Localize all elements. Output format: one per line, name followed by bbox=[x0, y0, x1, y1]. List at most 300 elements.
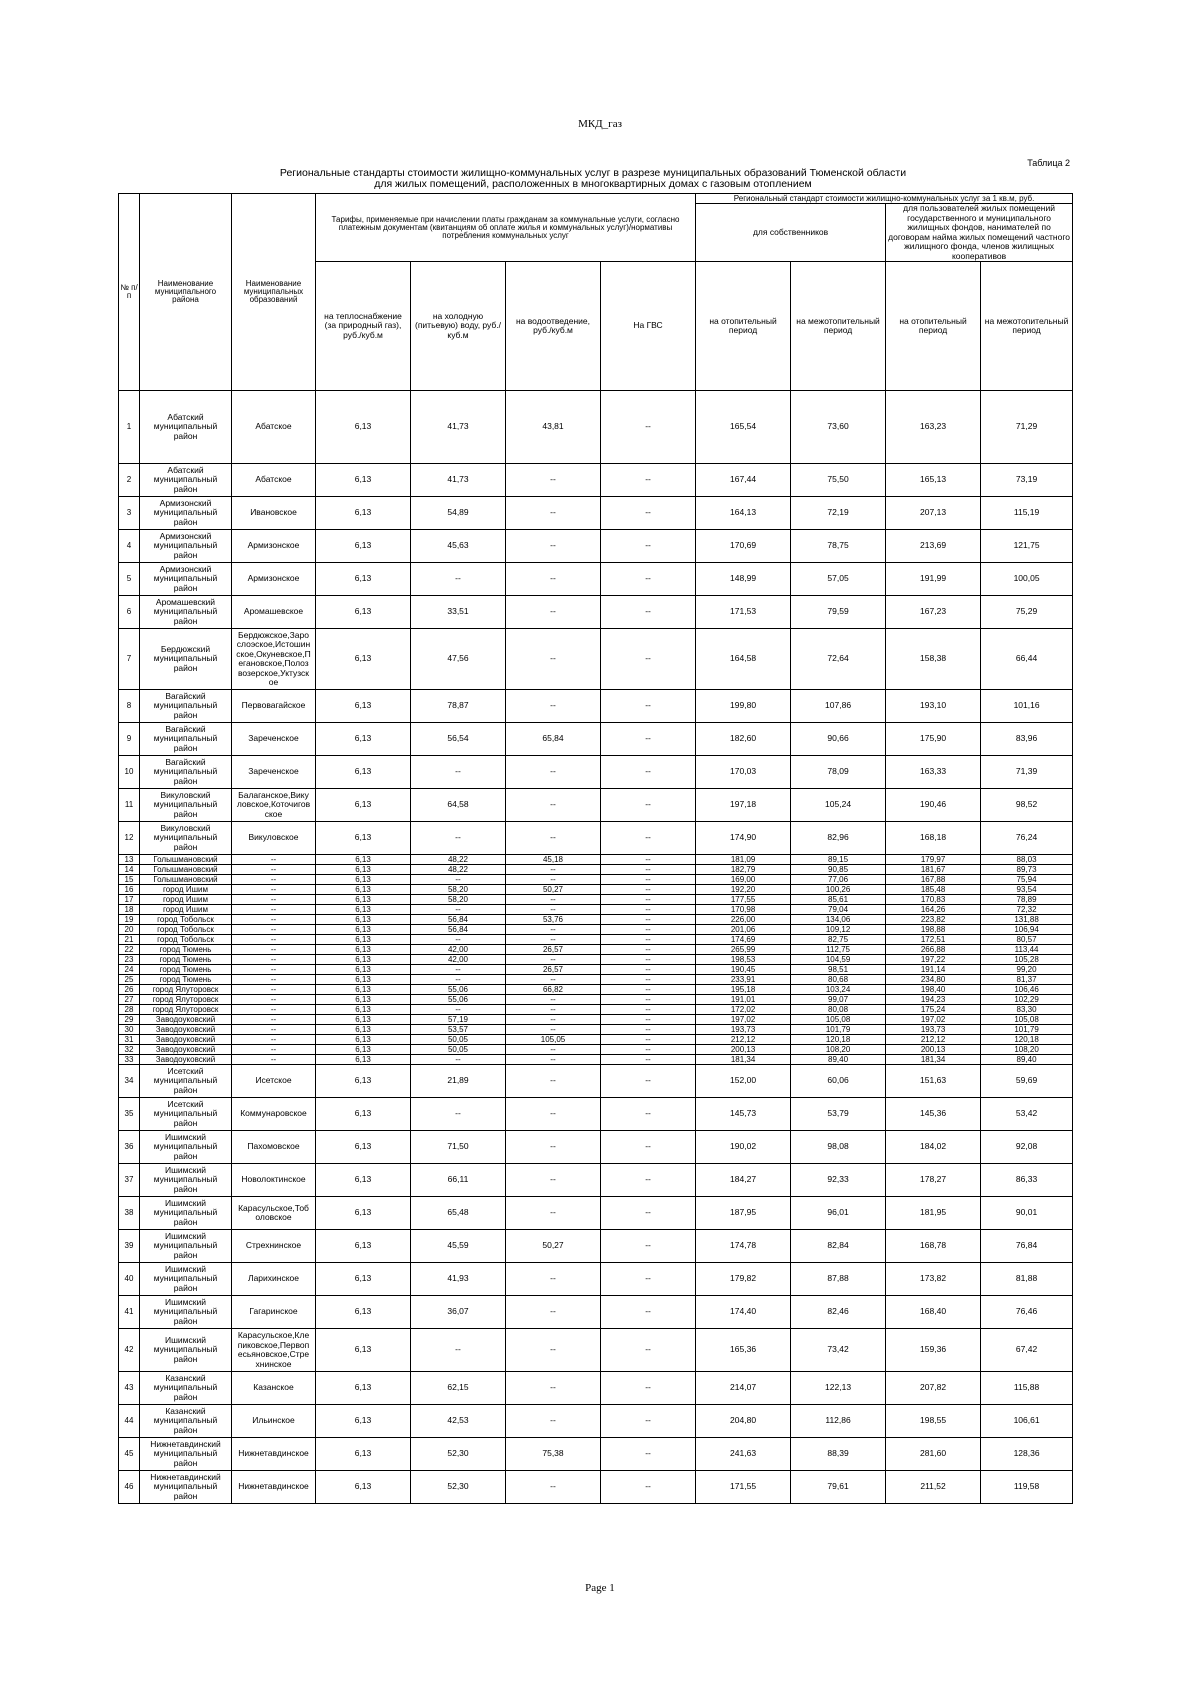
table-cell: 78,89 bbox=[981, 895, 1073, 905]
page-footer: Page 1 bbox=[585, 1582, 615, 1594]
table-row bbox=[119, 530, 1073, 563]
table-row bbox=[119, 1045, 1073, 1055]
table-cell: город Ишим bbox=[140, 895, 232, 905]
table-cell: -- bbox=[601, 855, 696, 865]
table-cell: -- bbox=[601, 1471, 696, 1504]
table-cell: 6,13 bbox=[316, 497, 411, 530]
table-cell: -- bbox=[506, 1329, 601, 1372]
table-cell: 100,05 bbox=[981, 563, 1073, 596]
table-cell: Ишимский муниципальный район bbox=[140, 1197, 232, 1230]
table-cell: 20 bbox=[119, 925, 140, 935]
table-cell: -- bbox=[506, 1296, 601, 1329]
table-cell: 6,13 bbox=[316, 1045, 411, 1055]
table-cell: 193,73 bbox=[696, 1025, 791, 1035]
table-row bbox=[119, 1055, 1073, 1065]
table-cell: 134,06 bbox=[791, 915, 886, 925]
table-cell: 6,13 bbox=[316, 1055, 411, 1065]
table-cell: 78,75 bbox=[791, 530, 886, 563]
table-cell: 53,42 bbox=[981, 1098, 1073, 1131]
table-cell: 174,78 bbox=[696, 1230, 791, 1263]
table-cell: 71,29 bbox=[981, 391, 1073, 464]
table-cell: 152,00 bbox=[696, 1065, 791, 1098]
table-cell: -- bbox=[411, 1005, 506, 1015]
table-cell: 6,13 bbox=[316, 822, 411, 855]
table-cell: -- bbox=[232, 965, 316, 975]
table-cell: 6,13 bbox=[316, 563, 411, 596]
table-cell: 45,18 bbox=[506, 855, 601, 865]
table-cell: 48,22 bbox=[411, 855, 506, 865]
table-cell: 168,18 bbox=[886, 822, 981, 855]
table-cell: 171,55 bbox=[696, 1471, 791, 1504]
table-cell: -- bbox=[411, 935, 506, 945]
table-cell: -- bbox=[411, 1098, 506, 1131]
table-cell: -- bbox=[601, 875, 696, 885]
table-cell: Первовагайское bbox=[232, 690, 316, 723]
table-cell: 75,50 bbox=[791, 464, 886, 497]
table-cell: 6,13 bbox=[316, 1263, 411, 1296]
table-cell: 53,57 bbox=[411, 1025, 506, 1035]
table-cell: 233,91 bbox=[696, 975, 791, 985]
table-cell: 82,84 bbox=[791, 1230, 886, 1263]
table-cell: 55,06 bbox=[411, 985, 506, 995]
table-cell: 17 bbox=[119, 895, 140, 905]
table-cell: -- bbox=[601, 955, 696, 965]
table-cell: 59,69 bbox=[981, 1065, 1073, 1098]
table-cell: -- bbox=[232, 935, 316, 945]
table-cell: 175,90 bbox=[886, 723, 981, 756]
table-cell: 3 bbox=[119, 497, 140, 530]
table-cell: 96,01 bbox=[791, 1197, 886, 1230]
table-cell: 197,22 bbox=[886, 955, 981, 965]
table-cell: -- bbox=[506, 955, 601, 965]
table-cell: 60,06 bbox=[791, 1065, 886, 1098]
table-cell: -- bbox=[506, 935, 601, 945]
table-cell: -- bbox=[232, 855, 316, 865]
table-cell: -- bbox=[506, 975, 601, 985]
table-row bbox=[119, 985, 1073, 995]
table-cell: -- bbox=[601, 1405, 696, 1438]
table-cell: город Тюмень bbox=[140, 955, 232, 965]
table-cell: 71,50 bbox=[411, 1131, 506, 1164]
table-row bbox=[119, 497, 1073, 530]
table-number: Таблица 2 bbox=[1027, 158, 1070, 168]
table-cell: 6,13 bbox=[316, 945, 411, 955]
table-cell: 38 bbox=[119, 1197, 140, 1230]
table-cell: -- bbox=[601, 756, 696, 789]
table-cell: 56,54 bbox=[411, 723, 506, 756]
table-cell: -- bbox=[601, 1296, 696, 1329]
table-cell: -- bbox=[601, 789, 696, 822]
table-cell: 211,52 bbox=[886, 1471, 981, 1504]
table-cell: 14 bbox=[119, 865, 140, 875]
table-cell: -- bbox=[506, 1471, 601, 1504]
table-cell: 58,20 bbox=[411, 885, 506, 895]
table-cell: -- bbox=[601, 1372, 696, 1405]
table-cell: Стрехнинское bbox=[232, 1230, 316, 1263]
table-cell: 41,93 bbox=[411, 1263, 506, 1296]
table-cell: -- bbox=[601, 723, 696, 756]
table-cell: -- bbox=[506, 1015, 601, 1025]
table-cell: -- bbox=[232, 955, 316, 965]
table-cell: 45,59 bbox=[411, 1230, 506, 1263]
table-cell: 75,38 bbox=[506, 1438, 601, 1471]
table-cell: -- bbox=[506, 1263, 601, 1296]
table-cell: 25 bbox=[119, 975, 140, 985]
table-cell: 120,18 bbox=[791, 1035, 886, 1045]
table-cell: Армизонское bbox=[232, 530, 316, 563]
table-cell: город Тобольск bbox=[140, 925, 232, 935]
table-cell: 39 bbox=[119, 1230, 140, 1263]
table-cell: 6,13 bbox=[316, 1035, 411, 1045]
table-cell: -- bbox=[601, 865, 696, 875]
table-cell: 175,24 bbox=[886, 1005, 981, 1015]
table-row bbox=[119, 723, 1073, 756]
table-cell: 197,02 bbox=[696, 1015, 791, 1025]
table-cell: 184,27 bbox=[696, 1164, 791, 1197]
table-cell: 105,28 bbox=[981, 955, 1073, 965]
table-cell: 64,58 bbox=[411, 789, 506, 822]
table-cell: 6,13 bbox=[316, 1065, 411, 1098]
table-cell: Ишимский муниципальный район bbox=[140, 1263, 232, 1296]
table-cell: -- bbox=[601, 885, 696, 895]
table-row bbox=[119, 905, 1073, 915]
table-cell: 193,73 bbox=[886, 1025, 981, 1035]
table-cell: 6,13 bbox=[316, 789, 411, 822]
table-cell: 101,79 bbox=[981, 1025, 1073, 1035]
table-row bbox=[119, 464, 1073, 497]
table-cell: -- bbox=[506, 789, 601, 822]
table-cell: -- bbox=[601, 530, 696, 563]
table-cell: 86,33 bbox=[981, 1164, 1073, 1197]
table-row bbox=[119, 945, 1073, 955]
header-users-heating: на отопительный период bbox=[886, 262, 981, 391]
table-cell: Карасульское,Кле пиковское,Первоп есьяновское,Стре хнинское bbox=[232, 1329, 316, 1372]
table-cell: 112,86 bbox=[791, 1405, 886, 1438]
header-num: № п/п bbox=[119, 194, 140, 391]
table-cell: 265,99 bbox=[696, 945, 791, 955]
table-cell: 100,26 bbox=[791, 885, 886, 895]
table-cell: 35 bbox=[119, 1098, 140, 1131]
table-cell: 27 bbox=[119, 995, 140, 1005]
table-cell: 98,08 bbox=[791, 1131, 886, 1164]
table-cell: -- bbox=[506, 1098, 601, 1131]
table-cell: 164,13 bbox=[696, 497, 791, 530]
table-cell: 42,00 bbox=[411, 945, 506, 955]
table-row bbox=[119, 865, 1073, 875]
table-cell: 182,60 bbox=[696, 723, 791, 756]
table-cell: 56,84 bbox=[411, 915, 506, 925]
table-cell: 108,20 bbox=[791, 1045, 886, 1055]
table-cell: 101,16 bbox=[981, 690, 1073, 723]
table-cell: Армизонское bbox=[232, 563, 316, 596]
table-cell: 57,05 bbox=[791, 563, 886, 596]
table-cell: 82,46 bbox=[791, 1296, 886, 1329]
table-cell: 165,54 bbox=[696, 391, 791, 464]
table-cell: 6,13 bbox=[316, 1164, 411, 1197]
table-cell: -- bbox=[601, 1055, 696, 1065]
table-cell: -- bbox=[601, 1230, 696, 1263]
table-cell: 6,13 bbox=[316, 885, 411, 895]
table-cell: 194,23 bbox=[886, 995, 981, 1005]
table-cell: Зареченское bbox=[232, 756, 316, 789]
table-cell: -- bbox=[506, 756, 601, 789]
table-cell: 47,56 bbox=[411, 629, 506, 690]
table-row bbox=[119, 1025, 1073, 1035]
table-cell: 43,81 bbox=[506, 391, 601, 464]
table-row bbox=[119, 875, 1073, 885]
table-row bbox=[119, 1164, 1073, 1197]
table-cell: 200,13 bbox=[696, 1045, 791, 1055]
table-cell: 104,59 bbox=[791, 955, 886, 965]
table-cell: 42 bbox=[119, 1329, 140, 1372]
title-line-2: для жилых помещений, расположенных в многоквартирных домах с газовым отоплением bbox=[374, 178, 812, 190]
table-cell: 75,29 bbox=[981, 596, 1073, 629]
table-cell: 73,42 bbox=[791, 1329, 886, 1372]
table-cell: 103,24 bbox=[791, 985, 886, 995]
table-cell: -- bbox=[232, 975, 316, 985]
table-cell: 44 bbox=[119, 1405, 140, 1438]
table-cell: 174,69 bbox=[696, 935, 791, 945]
table-cell: 193,10 bbox=[886, 690, 981, 723]
table-cell: Ишимский муниципальный район bbox=[140, 1131, 232, 1164]
table-cell: 169,00 bbox=[696, 875, 791, 885]
table-cell: 6,13 bbox=[316, 1098, 411, 1131]
table-cell: Викуловское bbox=[232, 822, 316, 855]
header-owners-heating: на отопительный период bbox=[696, 262, 791, 391]
table-cell: 145,36 bbox=[886, 1098, 981, 1131]
table-cell: 6,13 bbox=[316, 935, 411, 945]
table-cell: 168,40 bbox=[886, 1296, 981, 1329]
table-row bbox=[119, 1197, 1073, 1230]
table-cell: город Ялуторовск bbox=[140, 1005, 232, 1015]
table-cell: Зареченское bbox=[232, 723, 316, 756]
table-cell: 6,13 bbox=[316, 1405, 411, 1438]
table-cell: 167,88 bbox=[886, 875, 981, 885]
table-cell: -- bbox=[506, 1372, 601, 1405]
table-cell: 76,84 bbox=[981, 1230, 1073, 1263]
table-cell: -- bbox=[232, 1035, 316, 1045]
table-cell: -- bbox=[506, 995, 601, 1005]
table-cell: 201,06 bbox=[696, 925, 791, 935]
table-cell: -- bbox=[232, 885, 316, 895]
table-cell: Бердюжский муниципальный район bbox=[140, 629, 232, 690]
table-cell: 195,18 bbox=[696, 985, 791, 995]
table-cell: -- bbox=[601, 935, 696, 945]
table-row bbox=[119, 915, 1073, 925]
table-cell: -- bbox=[506, 690, 601, 723]
table-cell: -- bbox=[506, 1164, 601, 1197]
table-cell: -- bbox=[506, 629, 601, 690]
table-cell: 80,08 bbox=[791, 1005, 886, 1015]
table-cell: 89,40 bbox=[791, 1055, 886, 1065]
table-cell: 6,13 bbox=[316, 1296, 411, 1329]
table-cell: 106,46 bbox=[981, 985, 1073, 995]
table-cell: 36 bbox=[119, 1131, 140, 1164]
table-cell: 12 bbox=[119, 822, 140, 855]
table-cell: -- bbox=[601, 1005, 696, 1015]
table-cell: 115,88 bbox=[981, 1372, 1073, 1405]
table-cell: -- bbox=[601, 1438, 696, 1471]
table-cell: 6,13 bbox=[316, 1230, 411, 1263]
table-cell: Заводоуковский bbox=[140, 1015, 232, 1025]
table-cell: 54,89 bbox=[411, 497, 506, 530]
table-cell: 107,86 bbox=[791, 690, 886, 723]
table-cell: 172,02 bbox=[696, 1005, 791, 1015]
table-cell: 184,02 bbox=[886, 1131, 981, 1164]
table-cell: Заводоуковский bbox=[140, 1055, 232, 1065]
table-cell: 190,02 bbox=[696, 1131, 791, 1164]
table-cell: 181,34 bbox=[886, 1055, 981, 1065]
table-cell: -- bbox=[506, 1055, 601, 1065]
table-cell: 6,13 bbox=[316, 1197, 411, 1230]
table-cell: -- bbox=[601, 629, 696, 690]
table-cell: 170,98 bbox=[696, 905, 791, 915]
table-cell: Аромашевское bbox=[232, 596, 316, 629]
table-cell: -- bbox=[601, 1197, 696, 1230]
table-row bbox=[119, 391, 1073, 464]
table-cell: 181,67 bbox=[886, 865, 981, 875]
table-cell: 50,27 bbox=[506, 885, 601, 895]
table-row bbox=[119, 855, 1073, 865]
table-cell: 58,20 bbox=[411, 895, 506, 905]
table-cell: 45 bbox=[119, 1438, 140, 1471]
table-cell: 65,84 bbox=[506, 723, 601, 756]
table-cell: 170,69 bbox=[696, 530, 791, 563]
table-cell: 6,13 bbox=[316, 985, 411, 995]
table-cell: -- bbox=[601, 915, 696, 925]
table-cell: -- bbox=[506, 1025, 601, 1035]
table-cell: 78,09 bbox=[791, 756, 886, 789]
table-cell: -- bbox=[601, 822, 696, 855]
table-cell: -- bbox=[601, 1065, 696, 1098]
table-cell: 191,01 bbox=[696, 995, 791, 1005]
table-cell: 167,23 bbox=[886, 596, 981, 629]
table-cell: -- bbox=[232, 875, 316, 885]
table-cell: 105,24 bbox=[791, 789, 886, 822]
table-cell: 76,46 bbox=[981, 1296, 1073, 1329]
table-cell: Нижнетавдинский муниципальный район bbox=[140, 1438, 232, 1471]
table-cell: 192,20 bbox=[696, 885, 791, 895]
table-cell: 40 bbox=[119, 1263, 140, 1296]
table-cell: -- bbox=[601, 1025, 696, 1035]
table-cell: 151,63 bbox=[886, 1065, 981, 1098]
table-cell: 214,07 bbox=[696, 1372, 791, 1405]
table-cell: -- bbox=[601, 975, 696, 985]
table-cell: 113,44 bbox=[981, 945, 1073, 955]
table-cell: Нижнетавдинское bbox=[232, 1438, 316, 1471]
table-cell: Вагайский муниципальный район bbox=[140, 723, 232, 756]
table-cell: 50,27 bbox=[506, 1230, 601, 1263]
table-cell: Заводоуковский bbox=[140, 1045, 232, 1055]
table-cell: 50,05 bbox=[411, 1045, 506, 1055]
table-cell: 5 bbox=[119, 563, 140, 596]
table-cell: Заводоуковский bbox=[140, 1025, 232, 1035]
table-cell: 89,15 bbox=[791, 855, 886, 865]
table-cell: 112,75 bbox=[791, 945, 886, 955]
table-cell: 37 bbox=[119, 1164, 140, 1197]
table-cell: 90,85 bbox=[791, 865, 886, 875]
table-cell: Исетский муниципальный район bbox=[140, 1098, 232, 1131]
table-cell: -- bbox=[411, 756, 506, 789]
table-cell: 105,08 bbox=[791, 1015, 886, 1025]
table-cell: 170,03 bbox=[696, 756, 791, 789]
table-cell: -- bbox=[506, 497, 601, 530]
table-cell: 168,78 bbox=[886, 1230, 981, 1263]
table-cell: Викуловский муниципальный район bbox=[140, 822, 232, 855]
table-cell: 52,30 bbox=[411, 1438, 506, 1471]
table-cell: -- bbox=[411, 875, 506, 885]
header-gvs: На ГВС bbox=[601, 262, 696, 391]
table-cell: Гагаринское bbox=[232, 1296, 316, 1329]
table-cell: 6 bbox=[119, 596, 140, 629]
table-cell: 204,80 bbox=[696, 1405, 791, 1438]
table-cell: -- bbox=[601, 905, 696, 915]
table-cell: 26 bbox=[119, 985, 140, 995]
table-cell: 52,30 bbox=[411, 1471, 506, 1504]
table-row bbox=[119, 1098, 1073, 1131]
document-title bbox=[118, 168, 1068, 190]
table-cell: 145,73 bbox=[696, 1098, 791, 1131]
table-cell: город Тобольск bbox=[140, 935, 232, 945]
table-cell: 81,88 bbox=[981, 1263, 1073, 1296]
table-cell: -- bbox=[506, 1405, 601, 1438]
table-cell: Исетское bbox=[232, 1065, 316, 1098]
table-row bbox=[119, 925, 1073, 935]
table-cell: 23 bbox=[119, 955, 140, 965]
table-cell: 6,13 bbox=[316, 1329, 411, 1372]
table-row bbox=[119, 1131, 1073, 1164]
table-cell: 71,39 bbox=[981, 756, 1073, 789]
table-row bbox=[119, 1329, 1073, 1372]
table-cell: -- bbox=[601, 965, 696, 975]
table-cell: город Тюмень bbox=[140, 975, 232, 985]
table-cell: -- bbox=[601, 1045, 696, 1055]
table-cell: 148,99 bbox=[696, 563, 791, 596]
table-cell: -- bbox=[506, 1045, 601, 1055]
table-cell: 66,44 bbox=[981, 629, 1073, 690]
table-cell: Заводоуковский bbox=[140, 1035, 232, 1045]
table-cell: город Ишим bbox=[140, 885, 232, 895]
table-cell: 21,89 bbox=[411, 1065, 506, 1098]
table-cell: Балаганское,Вику ловское,Коточигов ское bbox=[232, 789, 316, 822]
table-cell: 76,24 bbox=[981, 822, 1073, 855]
table-cell: 234,80 bbox=[886, 975, 981, 985]
table-cell: 106,61 bbox=[981, 1405, 1073, 1438]
header-tariffs: Тарифы, применяемые при начислении платы гражданам за коммунальные услуги, согласно платежным документам (квитанциям об оплате жилья и коммунальных услуг)/нормативы потребления коммунальных услуг bbox=[316, 194, 696, 262]
table-cell: Голышмановский bbox=[140, 855, 232, 865]
header-users-nonheating: на межотопительный период bbox=[981, 262, 1073, 391]
table-cell: Новолоктинское bbox=[232, 1164, 316, 1197]
table-cell: -- bbox=[232, 945, 316, 955]
table-cell: 170,83 bbox=[886, 895, 981, 905]
table-cell: 13 bbox=[119, 855, 140, 865]
table-cell: Карасульское,Тоб оловское bbox=[232, 1197, 316, 1230]
table-cell: 163,23 bbox=[886, 391, 981, 464]
table-cell: -- bbox=[506, 1131, 601, 1164]
table-cell: 173,82 bbox=[886, 1263, 981, 1296]
table-cell: Викуловский муниципальный район bbox=[140, 789, 232, 822]
table-cell: -- bbox=[601, 1015, 696, 1025]
table-cell: 56,84 bbox=[411, 925, 506, 935]
table-cell: 167,44 bbox=[696, 464, 791, 497]
table-cell: 82,96 bbox=[791, 822, 886, 855]
table-cell: 29 bbox=[119, 1015, 140, 1025]
table-cell: -- bbox=[601, 945, 696, 955]
table-cell: -- bbox=[601, 995, 696, 1005]
table-cell: -- bbox=[506, 1065, 601, 1098]
table-cell: 181,34 bbox=[696, 1055, 791, 1065]
table-cell: 45,63 bbox=[411, 530, 506, 563]
